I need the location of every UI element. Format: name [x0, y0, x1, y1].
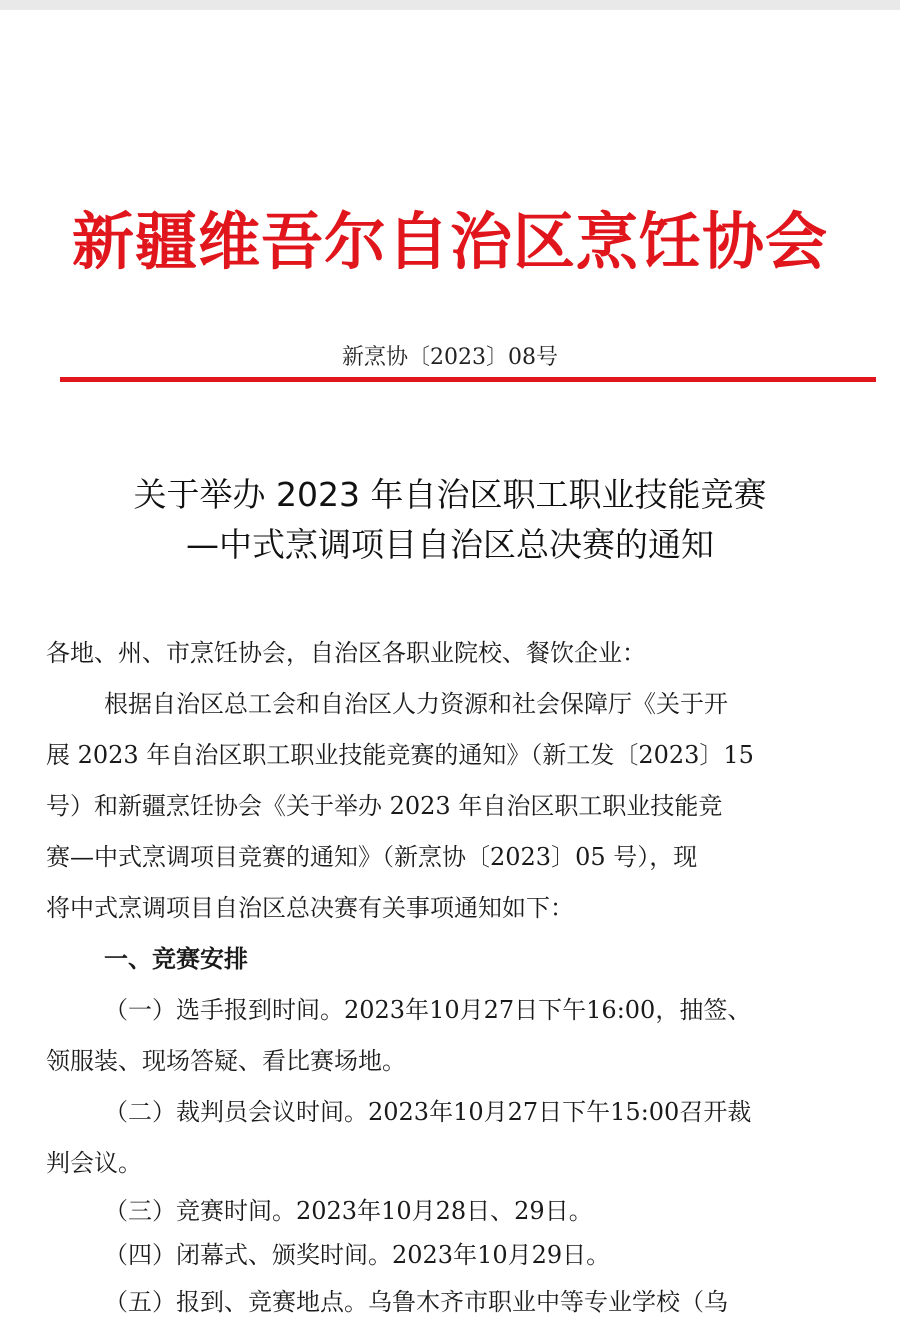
- notice-body: [46, 628, 858, 1328]
- notice-title-line-2: —中式烹调项目自治区总决赛的通知: [186, 525, 714, 564]
- schedule-item-continued: 判会议。: [46, 1149, 142, 1177]
- intro-line: 赛—中式烹调项目竞赛的通知》（新烹协〔2023〕05 号），现: [46, 843, 698, 871]
- notice-title-line-1: 关于举办 2023 年自治区职工职业技能竞赛: [133, 475, 767, 514]
- schedule-item: （二）裁判员会议时间。2023年10月27日下午15:00召开裁: [104, 1098, 752, 1126]
- section-heading: 一、竞赛安排: [104, 945, 248, 973]
- schedule-item: （一）选手报到时间。2023年10月27日下午16:00，抽签、: [104, 996, 752, 1024]
- intro-line: 根据自治区总工会和自治区人力资源和社会保障厅《关于开: [104, 690, 728, 718]
- notice-title: [0, 470, 900, 570]
- schedule-item: （五）报到、竞赛地点。乌鲁木齐市职业中等专业学校（乌: [104, 1288, 728, 1316]
- schedule-item: （三）竞赛时间。2023年10月28日、29日。: [104, 1197, 593, 1225]
- schedule-item: （四）闭幕式、颁奖时间。2023年10月29日。: [104, 1241, 611, 1269]
- document-number: 新烹协〔2023〕08号: [342, 345, 558, 370]
- intro-line: 将中式烹调项目自治区总决赛有关事项通知如下：: [46, 894, 574, 922]
- letterhead-red-rule: [60, 377, 876, 382]
- salutation: 各地、州、市烹饪协会，自治区各职业院校、餐饮企业：: [46, 639, 646, 667]
- intro-line: 展 2023 年自治区职工职业技能竞赛的通知》（新工发〔2023〕15: [46, 741, 754, 769]
- schedule-item-continued: 领服装、现场答疑、看比赛场地。: [46, 1047, 406, 1075]
- org-letterhead-title: 新疆维吾尔自治区烹饪协会: [71, 205, 828, 278]
- top-strip: [0, 0, 900, 10]
- intro-line: 号）和新疆烹饪协会《关于举办 2023 年自治区职工职业技能竞: [46, 792, 723, 820]
